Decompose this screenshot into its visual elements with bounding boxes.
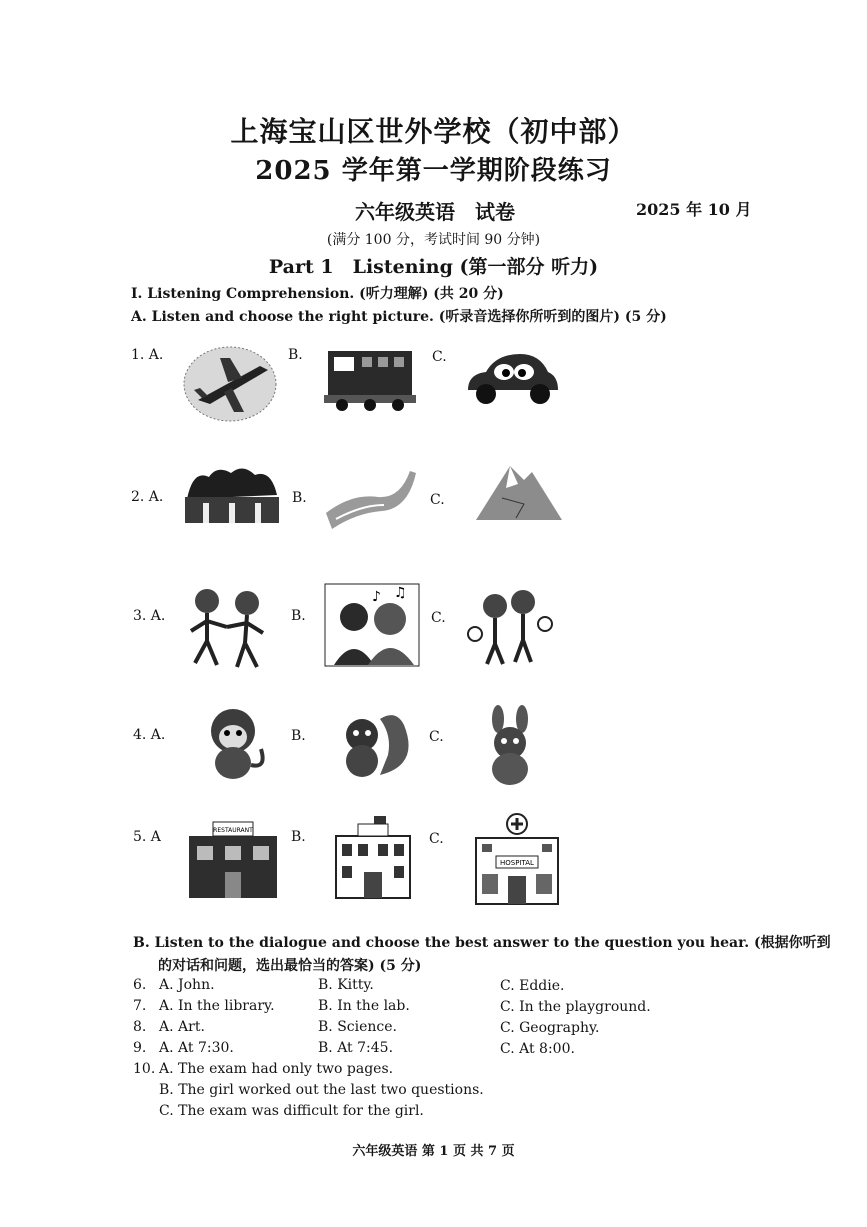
question-number: 2. A. [131,489,164,505]
question-number: 3. A. [133,608,166,624]
hospital-icon [470,812,564,908]
school-icon [322,814,418,904]
question-number: 5. A [133,829,161,845]
section-b-heading-cont: 的对话和问题，选出最恰当的答案) (5 分) [158,958,422,974]
mountain-icon [472,458,564,524]
option-label: C. [431,610,446,626]
answer-option-b: B. At 7:45. [318,1040,394,1056]
question-number: 1. A. [131,347,164,363]
question-number: 8. [133,1019,147,1035]
question-number: 10. [133,1061,156,1077]
answer-option-c: C. The exam was difficult for the girl. [159,1103,424,1119]
svg-text:♫: ♫ [394,585,407,601]
monkey-icon [197,705,277,781]
option-label: C. [429,831,444,847]
hospital-sign-text: HOSPITAL [500,859,534,867]
river-icon [322,463,418,533]
question-number: 6. [133,977,147,993]
answer-option-b: B. Kitty. [318,977,374,993]
option-label: B. [292,490,307,506]
car-icon [462,346,562,408]
section-b-heading: B. Listen to the dialogue and choose the best answer to the question you hear. (根据你听到 [133,935,831,951]
restaurant-icon [183,812,283,904]
answer-option-b: B. The girl worked out the last two questions. [159,1082,484,1098]
svg-text:♪: ♪ [372,589,381,605]
restaurant-sign-text: RESTAURANT [213,827,253,834]
option-label: B. [291,829,306,845]
answer-option-c: C. At 8:00. [500,1041,575,1057]
playing-ball-icon [465,584,555,668]
part-heading: Part 1 Listening (第一部分 听力) [268,256,599,278]
squirrel-icon [330,705,418,781]
answer-option-c: C. In the playground. [500,999,651,1015]
school-title: 上海宝山区世外学校（初中部） [230,115,637,148]
rabbit-icon [470,705,550,787]
option-label: B. [291,608,306,624]
airplane-icon [180,342,280,424]
answer-option-c: C. Geography. [500,1020,600,1036]
option-label: C. [429,729,444,745]
score-time-note: (满分 100 分，考试时间 90 分钟) [326,232,541,248]
option-label: B. [291,728,306,744]
answer-option-a: A. In the library. [159,998,275,1014]
exam-date: 2025 年 10 月 [636,200,752,219]
answer-option-c: C. Eddie. [500,978,565,994]
answer-option-b: B. In the lab. [318,998,410,1014]
dancing-children-icon [183,583,271,673]
answer-option-a: A. John. [159,977,215,993]
question-number: 7. [133,998,147,1014]
answer-option-a: A. Art. [159,1019,205,1035]
option-label: B. [288,347,303,363]
subject-title: 六年级英语 试卷 [355,200,515,224]
page-footer: 六年级英语 第 1 页 共 7 页 [352,1144,515,1159]
question-number: 4. A. [133,727,166,743]
forest-icon [183,463,281,529]
term-title: 2025 学年第一学期阶段练习 [255,156,612,186]
answer-option-a: A. The exam had only two pages. [159,1061,394,1077]
answer-option-a: A. At 7:30. [159,1040,234,1056]
singing-children-icon [324,583,420,667]
section-a-heading: A. Listen and choose the right picture. (听录音选择你所听到的图片) (5 分) [131,309,667,325]
option-label: C. [430,492,445,508]
answer-option-b: B. Science. [318,1019,397,1035]
train-icon [322,343,418,413]
option-label: C. [432,349,447,365]
question-number: 9. [133,1040,147,1056]
section-i-heading: I. Listening Comprehension. (听力理解) (共 20 分) [131,286,504,302]
